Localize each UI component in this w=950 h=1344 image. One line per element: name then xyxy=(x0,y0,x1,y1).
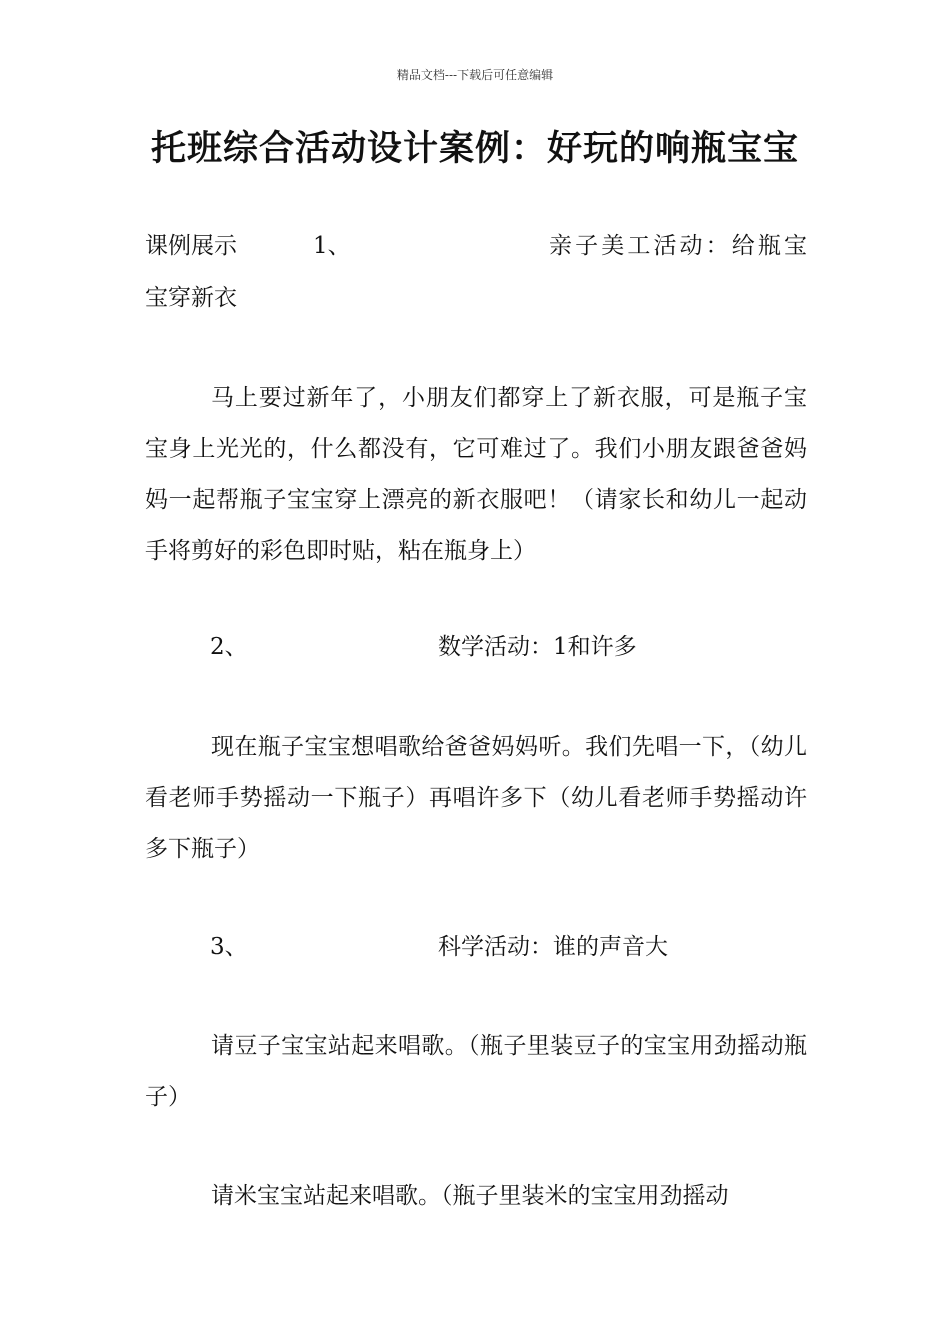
section-label: 课例展示 xyxy=(145,233,237,259)
paragraph-1: 马上要过新年了，小朋友们都穿上了新衣服，可是瓶子宝宝身上光光的，什么都没有，它可难过了。我们小朋友跟爸爸妈妈一起帮瓶子宝宝穿上漂亮的新衣服吧！（请家长和幼儿一起动手将剪好的彩色即时贴，粘在瓶身上） xyxy=(145,385,807,564)
paragraph-2: 现在瓶子宝宝想唱歌给爸爸妈妈听。我们先唱一下，（幼儿看老师手势摇动一下瓶子）再唱许多下（幼儿看老师手势摇动许多下瓶子） xyxy=(145,734,807,862)
header-note: 精品文档---下载后可任意编辑 xyxy=(396,68,554,82)
section3-heading: 科学活动：谁的声音大 xyxy=(438,934,668,960)
section2-number: 2、 xyxy=(210,634,248,660)
section1-heading: 亲子美工活动：给瓶宝 xyxy=(549,233,807,259)
section2-heading: 数学活动：1和许多 xyxy=(438,634,637,660)
section1-number: 1、 xyxy=(313,233,351,259)
document-title: 托班综合活动设计案例：好玩的响瓶宝宝 xyxy=(150,128,799,169)
section1-heading-cont: 宝穿新衣 xyxy=(145,285,237,311)
paragraph-4: 请米宝宝站起来唱歌。（瓶子里装米的宝宝用劲摇动 xyxy=(211,1183,729,1209)
paragraph-3: 请豆子宝宝站起来唱歌。（瓶子里装豆子的宝宝用劲摇动瓶子） xyxy=(145,1033,807,1110)
section3-number: 3、 xyxy=(210,934,248,960)
